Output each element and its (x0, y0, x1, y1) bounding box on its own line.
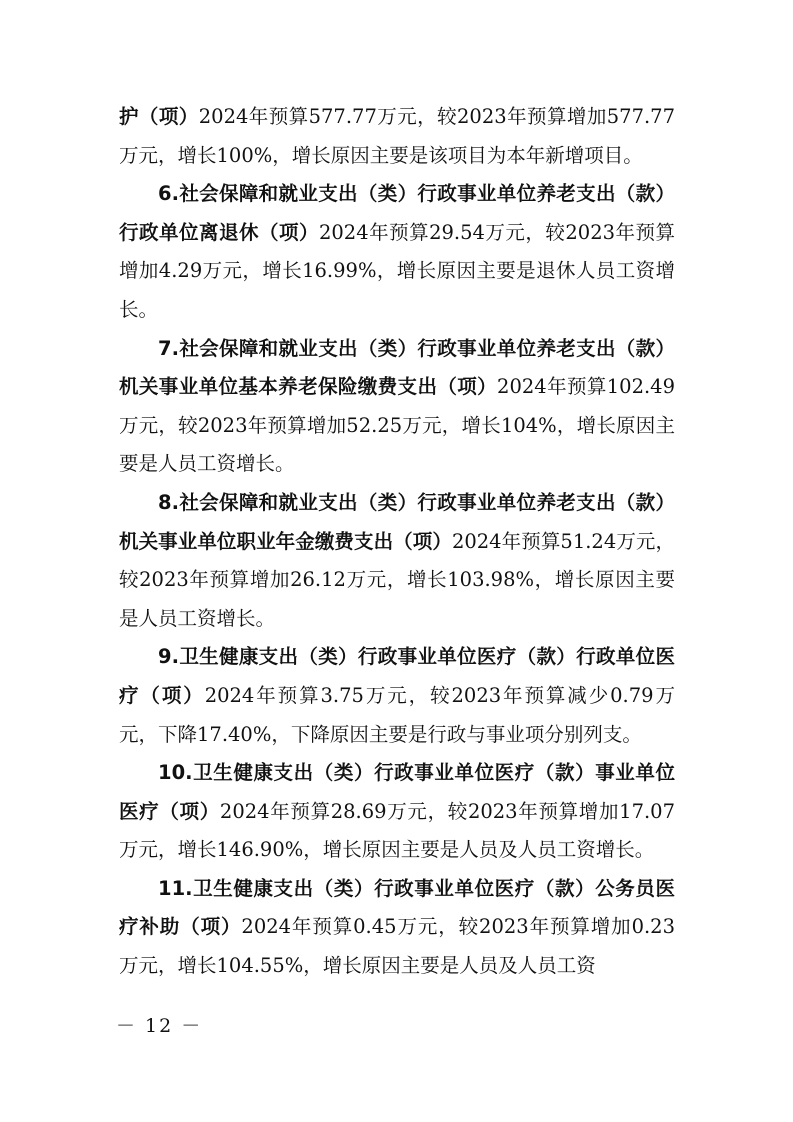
paragraph-heading: 11.卫生健康支出（类）行政事业单位医疗（款）公务员医疗补助（项） (119, 876, 675, 939)
paragraph-7 (119, 330, 675, 484)
paragraph-body: 2024年预算102.49万元，较2023年预算增加52.25万元，增长104%，增长原因主要是人员工资增长。 (119, 375, 675, 476)
page-number: － 12 － (116, 1015, 203, 1037)
paragraph-heading: 6.社会保障和就业支出（类）行政事业单位养老支出（款）行政单位离退休（项） (119, 182, 675, 244)
paragraph-6 (119, 175, 675, 329)
paragraph-5-continued (119, 98, 675, 175)
paragraph-body: 2024年预算577.77万元，较2023年预算增加577.77万元，增长100%，增长原因主要是该项目为本年新增项目。 (119, 105, 675, 167)
paragraph-9 (119, 638, 675, 754)
paragraph-10 (119, 754, 675, 870)
paragraph-body: 2024年预算29.54万元，较2023年预算增加4.29万元，增长16.99%，增长原因主要是退休人员工资增长。 (119, 220, 675, 321)
paragraph-body: 2024年预算0.45万元，较2023年预算增加0.23万元，增长104.55%，增长原因主要是人员及人员工资 (119, 915, 675, 978)
paragraph-body: 2024年预算28.69万元，较2023年预算增加17.07万元，增长146.90%，增长原因主要是人员及人员工资增长。 (119, 799, 675, 862)
paragraph-heading: 9.卫生健康支出（类）行政事业单位医疗（款）行政单位医疗（项） (119, 645, 675, 707)
paragraph-heading: 7.社会保障和就业支出（类）行政事业单位养老支出（款）机关事业单位基本养老保险缴费支出（项） (119, 336, 675, 399)
document-body (119, 98, 675, 986)
paragraph-heading: 护（项） (119, 105, 199, 128)
paragraph-heading: 10.卫生健康支出（类）行政事业单位医疗（款）事业单位医疗（项） (119, 761, 675, 823)
paragraph-8 (119, 484, 675, 638)
paragraph-body: 2024年预算51.24万元，较2023年预算增加26.12万元，增长103.98%，增长原因主要是人员工资增长。 (119, 529, 675, 630)
paragraph-11 (119, 870, 675, 986)
paragraph-body: 2024年预算3.75万元，较2023年预算减少0.79万元，下降17.40%，下降原因主要是行政与事业项分别列支。 (119, 683, 675, 746)
paragraph-heading: 8.社会保障和就业支出（类）行政事业单位养老支出（款）机关事业单位职业年金缴费支出（项） (119, 490, 675, 553)
